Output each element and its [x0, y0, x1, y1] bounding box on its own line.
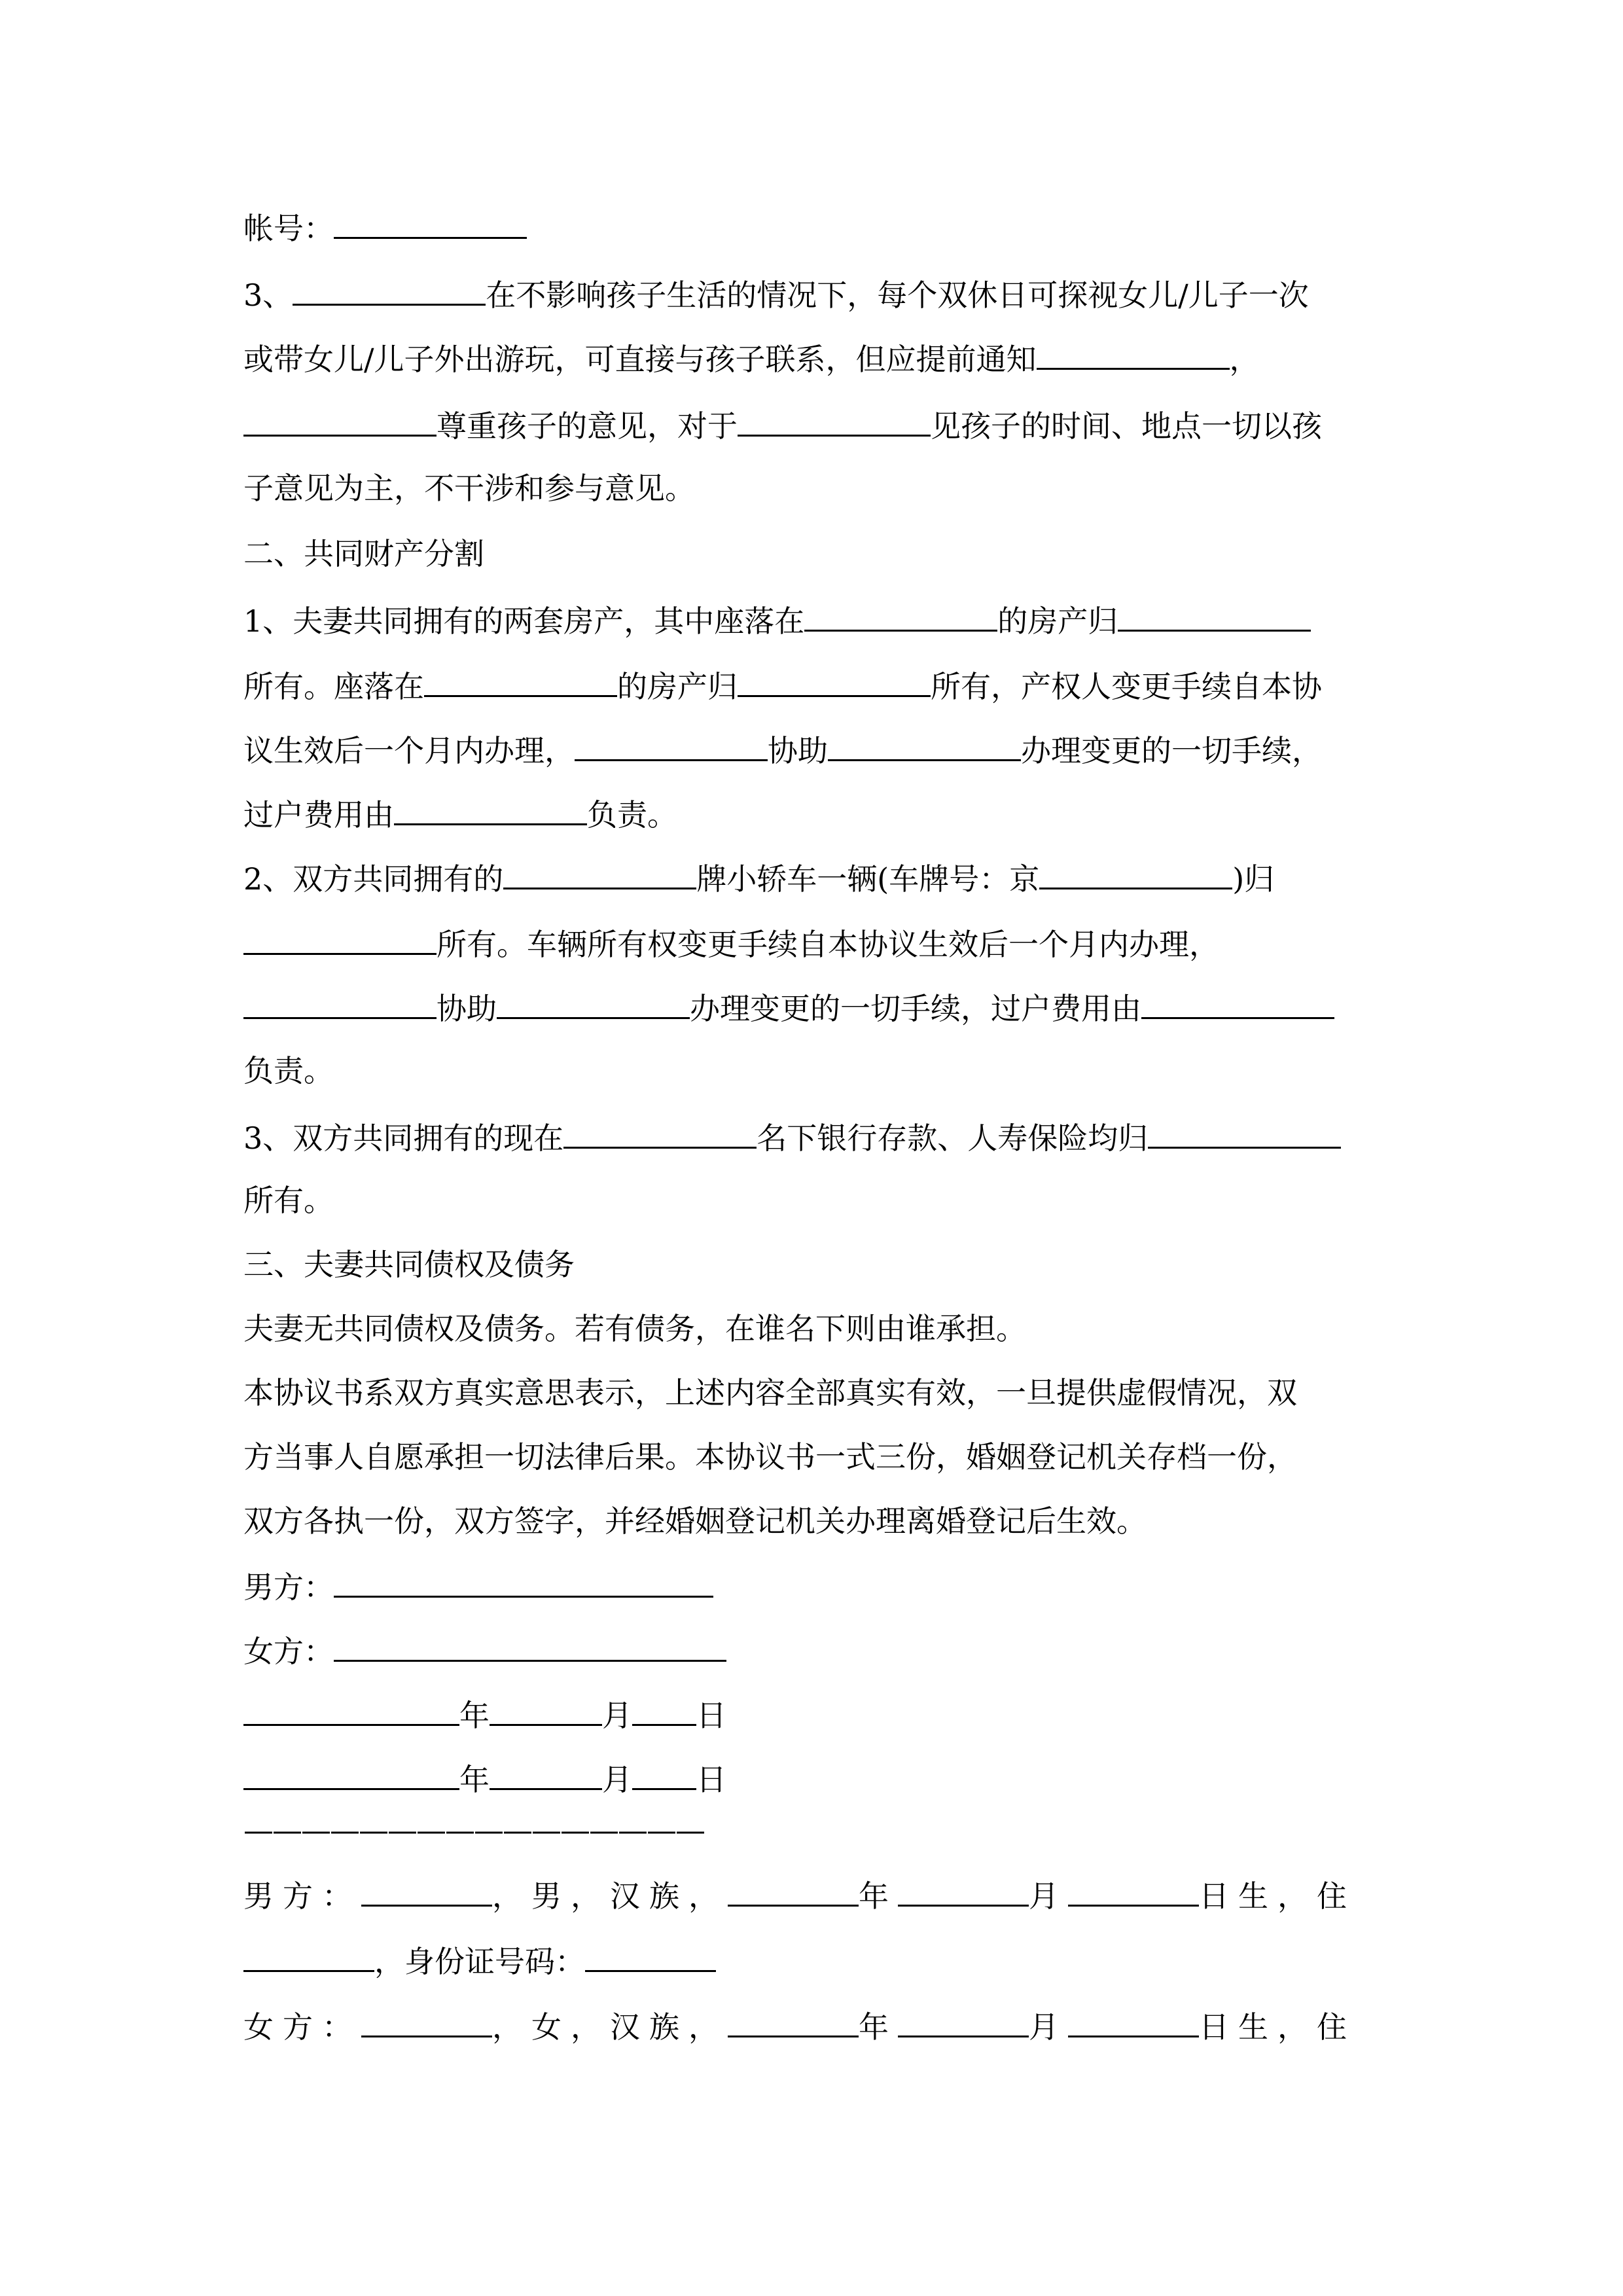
heading-text: 二、共同财产分割: [243, 536, 484, 571]
fee-payer-blank[interactable]: [1141, 988, 1334, 1019]
party-text: 月: [1029, 2009, 1068, 2045]
clause-text: 本协议书系双方真实意思表示，上述内容全部真实有效，一旦提供虚假情况，双: [243, 1375, 1297, 1410]
debt-line: [243, 1310, 1026, 1347]
clause-text: 负责。: [243, 1053, 334, 1088]
clause-text: 夫妻无共同债权及债务。若有债务，在谁名下则由谁承担。: [243, 1311, 1026, 1346]
party-text: 日生，住: [1199, 2009, 1356, 2045]
month-label: 月: [602, 1698, 632, 1733]
clause-text: 所有。座落在: [243, 669, 424, 704]
month-blank[interactable]: [490, 1695, 602, 1726]
party-text: 月: [1029, 1878, 1068, 1914]
birth-month-blank[interactable]: [898, 1876, 1029, 1907]
birth-month-blank[interactable]: [898, 2007, 1029, 2037]
female-signature-blank[interactable]: [334, 1631, 726, 1662]
assistant-blank[interactable]: [243, 988, 437, 1019]
clause-text: 协助: [768, 733, 828, 768]
clause-text: 的房产归: [617, 669, 738, 704]
female-info-line-1: [243, 2007, 1356, 2045]
party-blank[interactable]: [738, 406, 931, 437]
clause-text: 所有。: [243, 1183, 334, 1218]
property-line-1: [243, 601, 1311, 639]
clause-text: 所有。车辆所有权变更手续自本协议生效后一个月内办理，: [437, 927, 1219, 962]
visitation-text: 见孩子的时间、地点一切以孩: [931, 408, 1322, 444]
male-signature-label: 男方：: [243, 1570, 334, 1605]
car-owner-blank[interactable]: [243, 924, 437, 955]
clause-text: 负责。: [587, 797, 677, 833]
property-line-2: [243, 666, 1322, 705]
clause-text: 的房产归: [997, 603, 1118, 639]
party-text: 年: [859, 2009, 898, 2045]
visitation-text: 尊重孩子的意见，对于: [437, 408, 738, 444]
date-line-2: [243, 1759, 726, 1798]
clause-text: 方当事人自愿承担一切法律后果。本协议书一式三份，婚姻登记机关存档一份，: [243, 1439, 1297, 1475]
party-text: ，身份证号码：: [374, 1944, 585, 1979]
year-label: 年: [459, 1762, 490, 1797]
location-blank[interactable]: [424, 666, 617, 697]
visitation-text: 或带女儿/儿子外出游玩，可直接与孩子联系，但应提前通知: [243, 342, 1037, 377]
dash-separator: ————————————————: [243, 1812, 704, 1848]
birth-day-blank[interactable]: [1068, 2007, 1199, 2037]
visitor-blank[interactable]: [293, 275, 486, 306]
clause-text: 名下银行存款、人寿保险均归: [757, 1121, 1149, 1156]
female-signature-line: [243, 1631, 726, 1670]
notify-blank[interactable]: [1037, 339, 1230, 370]
year-label: 年: [459, 1698, 490, 1733]
day-blank[interactable]: [632, 1695, 696, 1726]
visitation-text: 在不影响孩子生活的情况下，每个双休日可探视女儿/儿子一次: [486, 278, 1309, 313]
party-blank[interactable]: [243, 406, 437, 437]
party-text: 日生，住: [1199, 1878, 1356, 1914]
deposit-line-1: [243, 1118, 1341, 1157]
car-line-2: [243, 924, 1219, 963]
day-label: 日: [696, 1698, 726, 1733]
car-line-3: [243, 988, 1334, 1027]
year-blank[interactable]: [243, 1759, 459, 1790]
section-3-heading: [243, 1246, 575, 1283]
account-blank[interactable]: [334, 208, 527, 239]
owner-blank[interactable]: [1118, 601, 1311, 632]
plate-number-blank[interactable]: [1039, 859, 1232, 889]
clause-text: )归: [1232, 861, 1275, 897]
birth-year-blank[interactable]: [728, 2007, 859, 2037]
male-address-blank[interactable]: [243, 1941, 374, 1972]
location-blank[interactable]: [804, 601, 997, 632]
party-text: ，男，汉族，: [492, 1878, 728, 1914]
birth-day-blank[interactable]: [1068, 1876, 1199, 1907]
fee-payer-blank[interactable]: [394, 795, 587, 825]
visitation-line-1: [243, 275, 1309, 314]
clause-text: 协助: [437, 991, 497, 1026]
property-line-4: [243, 795, 677, 833]
car-line-4: [243, 1052, 334, 1089]
statement-line-3: [243, 1503, 1147, 1539]
month-blank[interactable]: [490, 1759, 602, 1790]
male-name-blank[interactable]: [361, 1876, 492, 1907]
date-line-1: [243, 1695, 726, 1734]
female-signature-label: 女方：: [243, 1634, 334, 1669]
day-blank[interactable]: [632, 1759, 696, 1790]
statement-line-2: [243, 1439, 1297, 1475]
day-label: 日: [696, 1762, 726, 1797]
car-line-1: [243, 859, 1274, 897]
male-signature-blank[interactable]: [334, 1567, 713, 1598]
female-name-blank[interactable]: [361, 2007, 492, 2037]
clause-text: 双方各执一份，双方签字，并经婚姻登记机关办理离婚登记后生效。: [243, 1503, 1147, 1539]
car-brand-blank[interactable]: [503, 859, 696, 889]
party-label: 男方：: [243, 1878, 361, 1914]
statement-line-1: [243, 1374, 1297, 1411]
clause-text: 议生效后一个月内办理，: [243, 733, 575, 768]
party-text: ，女，汉族，: [492, 2009, 728, 2045]
clause-text: 办理变更的一切手续，: [1021, 733, 1322, 768]
account-label: 帐号：: [243, 211, 334, 246]
male-id-blank[interactable]: [585, 1941, 716, 1972]
visitation-text: 子意见为主，不干涉和参与意见。: [243, 471, 695, 506]
deposit-line-2: [243, 1182, 334, 1219]
visitation-line-2: [243, 339, 1260, 378]
male-info-line-2: [243, 1941, 716, 1980]
clause-text: 办理变更的一切手续，过户费用由: [690, 991, 1141, 1026]
visitation-line-4: [243, 470, 695, 507]
transferee-blank[interactable]: [828, 730, 1021, 761]
clause-text: 牌小轿车一辆(车牌号：京: [696, 861, 1040, 897]
month-label: 月: [602, 1762, 632, 1797]
heading-text: 三、夫妻共同债权及债务: [243, 1247, 575, 1282]
item-number: 3、: [243, 278, 293, 313]
owner-blank[interactable]: [738, 666, 931, 697]
account-line: [243, 208, 527, 247]
clause-text: 所有，产权人变更手续自本协: [931, 669, 1322, 704]
punctuation: ，: [1229, 342, 1260, 377]
clause-text: 2、双方共同拥有的: [243, 861, 504, 897]
male-signature-line: [243, 1567, 713, 1605]
property-line-3: [243, 730, 1322, 769]
transferee-blank[interactable]: [497, 988, 690, 1019]
party-label: 女方：: [243, 2009, 361, 2045]
party-text: 年: [859, 1878, 898, 1914]
assistant-blank[interactable]: [575, 730, 768, 761]
visitation-line-3: [243, 406, 1322, 444]
deposit-owner-blank[interactable]: [1148, 1118, 1341, 1149]
account-holder-blank[interactable]: [563, 1118, 757, 1149]
clause-text: 3、双方共同拥有的现在: [243, 1121, 564, 1156]
clause-text: 1、夫妻共同拥有的两套房产，其中座落在: [243, 603, 805, 639]
male-info-line-1: [243, 1876, 1356, 1914]
separator-line: [243, 1812, 704, 1848]
birth-year-blank[interactable]: [728, 1876, 859, 1907]
clause-text: 过户费用由: [243, 797, 394, 833]
year-blank[interactable]: [243, 1695, 459, 1726]
section-2-heading: [243, 535, 484, 572]
